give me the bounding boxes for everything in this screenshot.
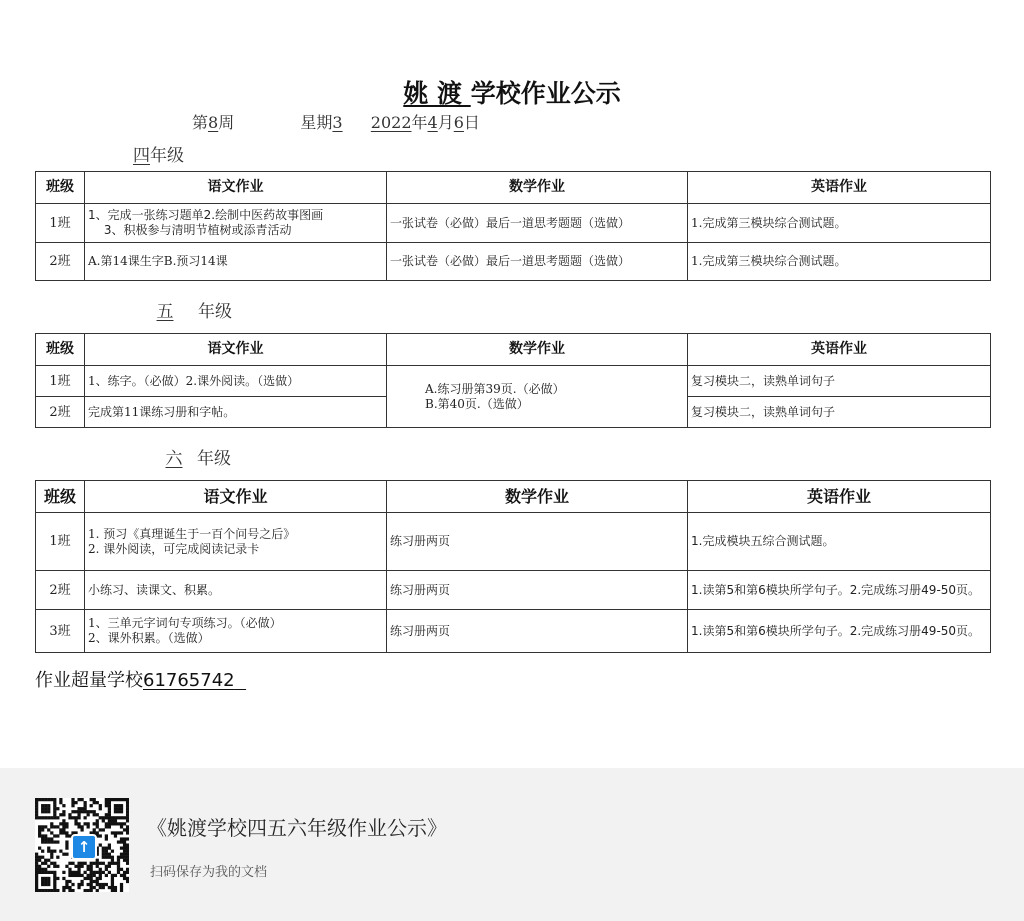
table-header-row: 班级 语文作业 数学作业 英语作业 [36, 481, 991, 513]
grade6-label: 六 年级 [165, 449, 231, 469]
overload-report-note: 作业超量学校61765742 [35, 670, 235, 691]
table-row: 1班 1、练字。（必做）2.课外阅读。（选做） A.练习册第39页.（必做） B.第40页.（选做） 复习模块二，读熟单词句子 [36, 366, 991, 397]
table-row: 2班 小练习、读课文、积累。 练习册两页 1.读第5和第6模块所学句子。2.完成练习册49-50页。 [36, 571, 991, 610]
table-row: 1班 1. 预习《真理诞生于一百个问号之后》 2. 课外阅读，可完成阅读记录卡 练习册两页 1.完成模块五综合测试题。 [36, 513, 991, 571]
table-row: 2班 完成第11课练习册和字帖。 复习模块二，读熟单词句子 [36, 397, 991, 428]
header-english: 英语作业 [688, 172, 991, 204]
table-row: 2班 A.第14课生字B.预习14课 一张试卷（必做）最后一道思考题题（选做） 1.完成第三模块综合测试题。 [36, 243, 991, 281]
grade5-label: 五 年级 [156, 302, 232, 322]
weekday: 3 [332, 113, 343, 132]
grade6-table [35, 480, 991, 653]
date-line: 第8周 星期3 2022年4月6日 [192, 113, 480, 132]
header-class: 班级 [36, 172, 85, 204]
table-header-row: 班级 语文作业 数学作业 英语作业 [36, 334, 991, 366]
qr-code-icon[interactable] [35, 798, 129, 892]
header-chinese: 语文作业 [85, 172, 387, 204]
grade4-label: 四年级 [133, 146, 184, 166]
year: 2022 [370, 113, 412, 132]
grade4-table [35, 171, 991, 281]
day: 6 [453, 113, 464, 132]
app-logo-icon: ↑ [71, 834, 97, 860]
month: 4 [427, 113, 438, 132]
school-name: 姚 渡 [403, 79, 471, 108]
page-title [0, 74, 1024, 110]
grade5-table [35, 333, 991, 428]
report-phone: 61765742 [143, 670, 235, 691]
save-to-my-docs-link[interactable]: 扫码保存为我的文档 [150, 865, 268, 880]
grade5-math-shared: A.练习册第39页.（必做） B.第40页.（选做） [387, 366, 688, 428]
week-number: 8 [208, 113, 219, 132]
table-row: 1班 1、完成一张练习题单2.绘制中医药故事图画 3、积极参与清明节植树或添青活动 一张试卷（必做）最后一道思考题题（选做） 1.完成第三模块综合测试题。 [36, 204, 991, 243]
document-title: 《姚渡学校四五六年级作业公示》 [147, 816, 447, 840]
table-header-row [36, 172, 991, 204]
save-document-bar [0, 768, 1024, 921]
title-rest: 学校作业公示 [470, 79, 621, 108]
header-math: 数学作业 [387, 172, 688, 204]
table-row: 3班 1、三单元字词句专项练习。（必做） 2、课外积累。（选做） 练习册两页 1.读第5和第6模块所学句子。2.完成练习册49-50页。 [36, 610, 991, 653]
